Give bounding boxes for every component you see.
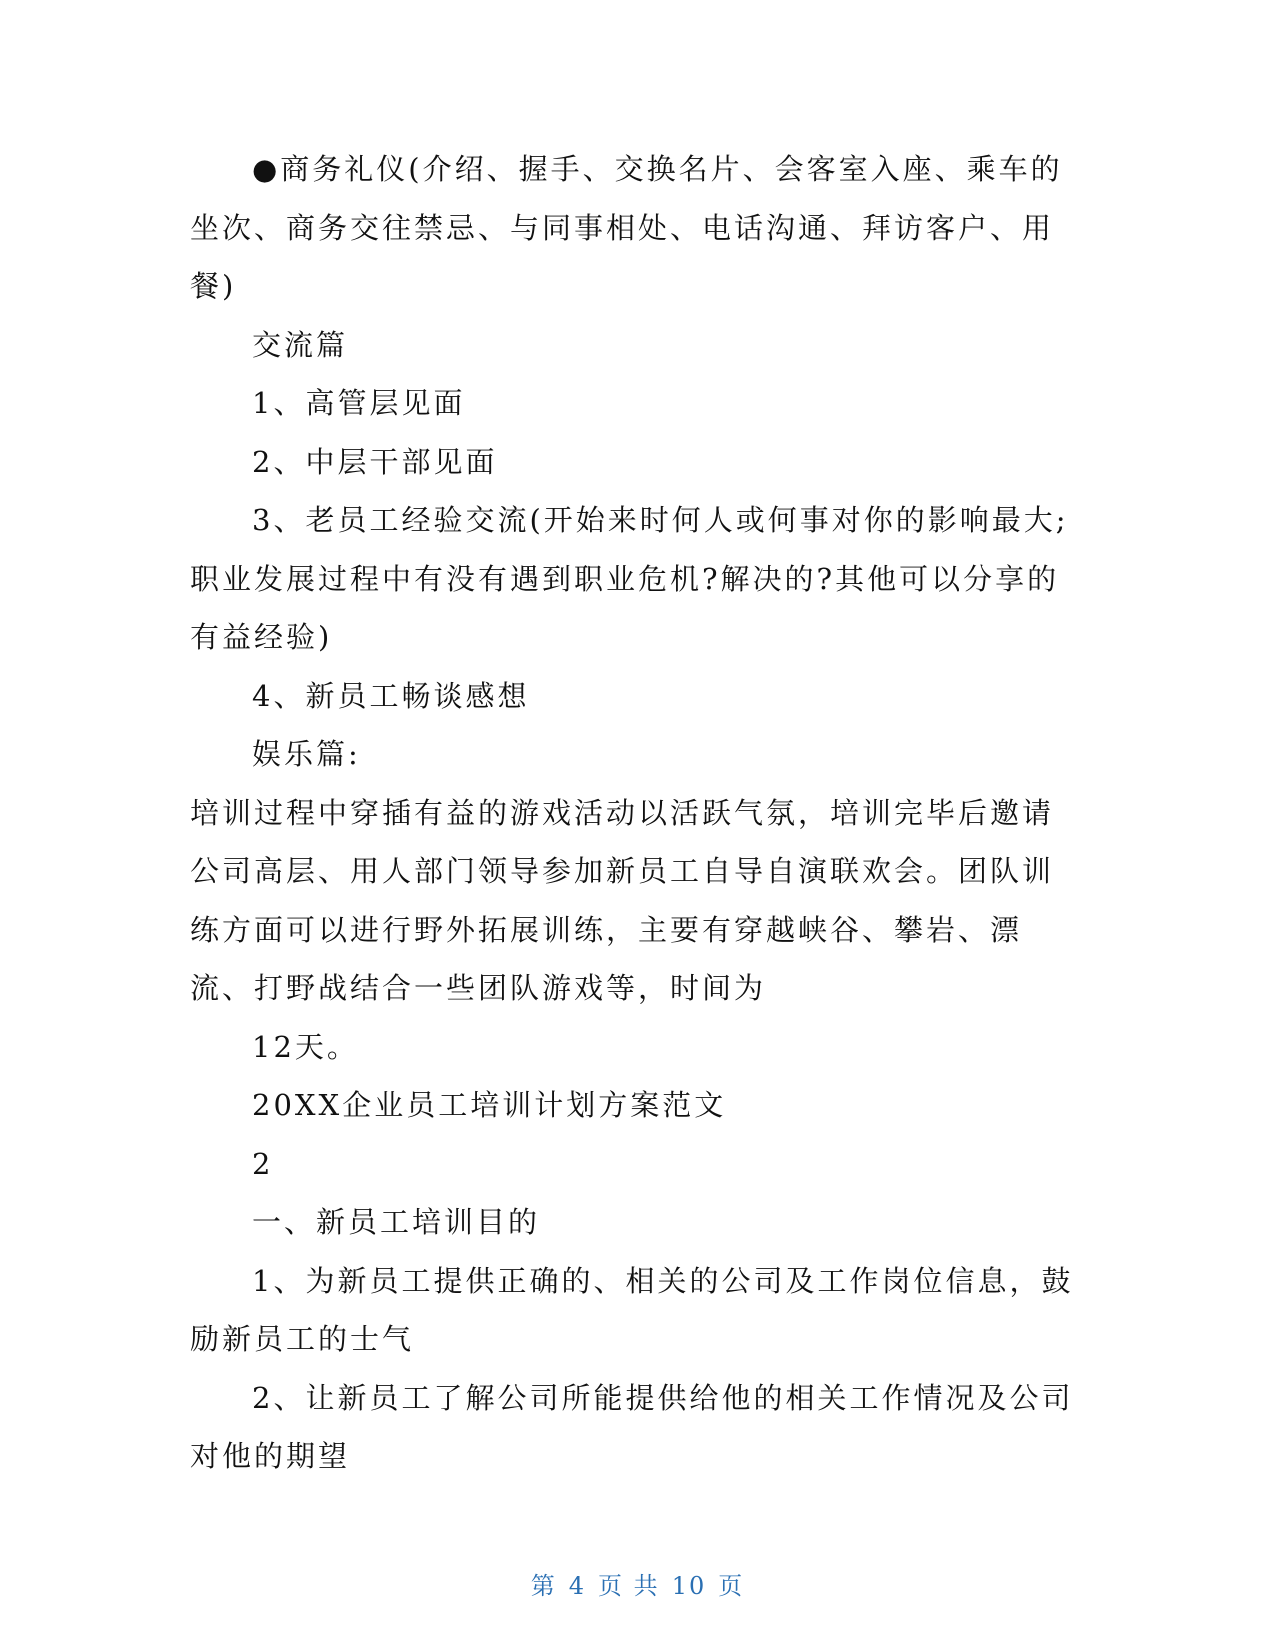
paragraph: ●商务礼仪(介绍、握手、交换名片、会客室入座、乘车的坐次、商务交往禁忌、与同事相处、电话沟通、拜访客户、用餐) <box>190 152 1063 303</box>
list-item: 2、让新员工了解公司所能提供给他的相关工作情况及公司对他的期望 <box>190 1380 1074 1473</box>
section-heading: 娱乐篇: <box>252 737 361 771</box>
total-pages-number: 10 <box>671 1572 707 1600</box>
footer-middle: 页 共 <box>598 1572 660 1600</box>
footer-suffix: 页 <box>718 1572 745 1600</box>
current-page-number: 4 <box>568 1572 587 1600</box>
paragraph: 培训过程中穿插有益的游戏活动以活跃气氛，培训完毕后邀请公司高层、用人部门领导参加新员工自导自演联欢会。团队训练方面可以进行野外拓展训练，主要有穿越峡谷、攀岩、漂流、打野战结合一些团队游戏等，时间为 <box>190 795 1055 1005</box>
list-item: 3、老员工经验交流(开始来时何人或何事对你的影响最大;职业发展过程中有没有遇到职业危机?解决的?其他可以分享的有益经验) <box>190 503 1069 654</box>
list-item: 1、高管层见面 <box>252 386 466 420</box>
document-number: 2 <box>252 1146 274 1181</box>
footer-prefix: 第 <box>530 1572 557 1600</box>
list-item: 1、为新员工提供正确的、相关的公司及工作岗位信息，鼓励新员工的士气 <box>190 1263 1074 1356</box>
list-item: 2、中层干部见面 <box>252 444 498 479</box>
paragraph: 12天。 <box>252 1029 359 1064</box>
section-heading: 一、新员工培训目的 <box>252 1205 541 1239</box>
document-title: 20XX企业员工培训计划方案范文 <box>252 1088 727 1122</box>
list-item: 4、新员工畅谈感想 <box>252 678 530 713</box>
document-body <box>190 140 1080 1486</box>
page-footer <box>0 1566 1275 1601</box>
section-heading: 交流篇 <box>252 327 349 362</box>
